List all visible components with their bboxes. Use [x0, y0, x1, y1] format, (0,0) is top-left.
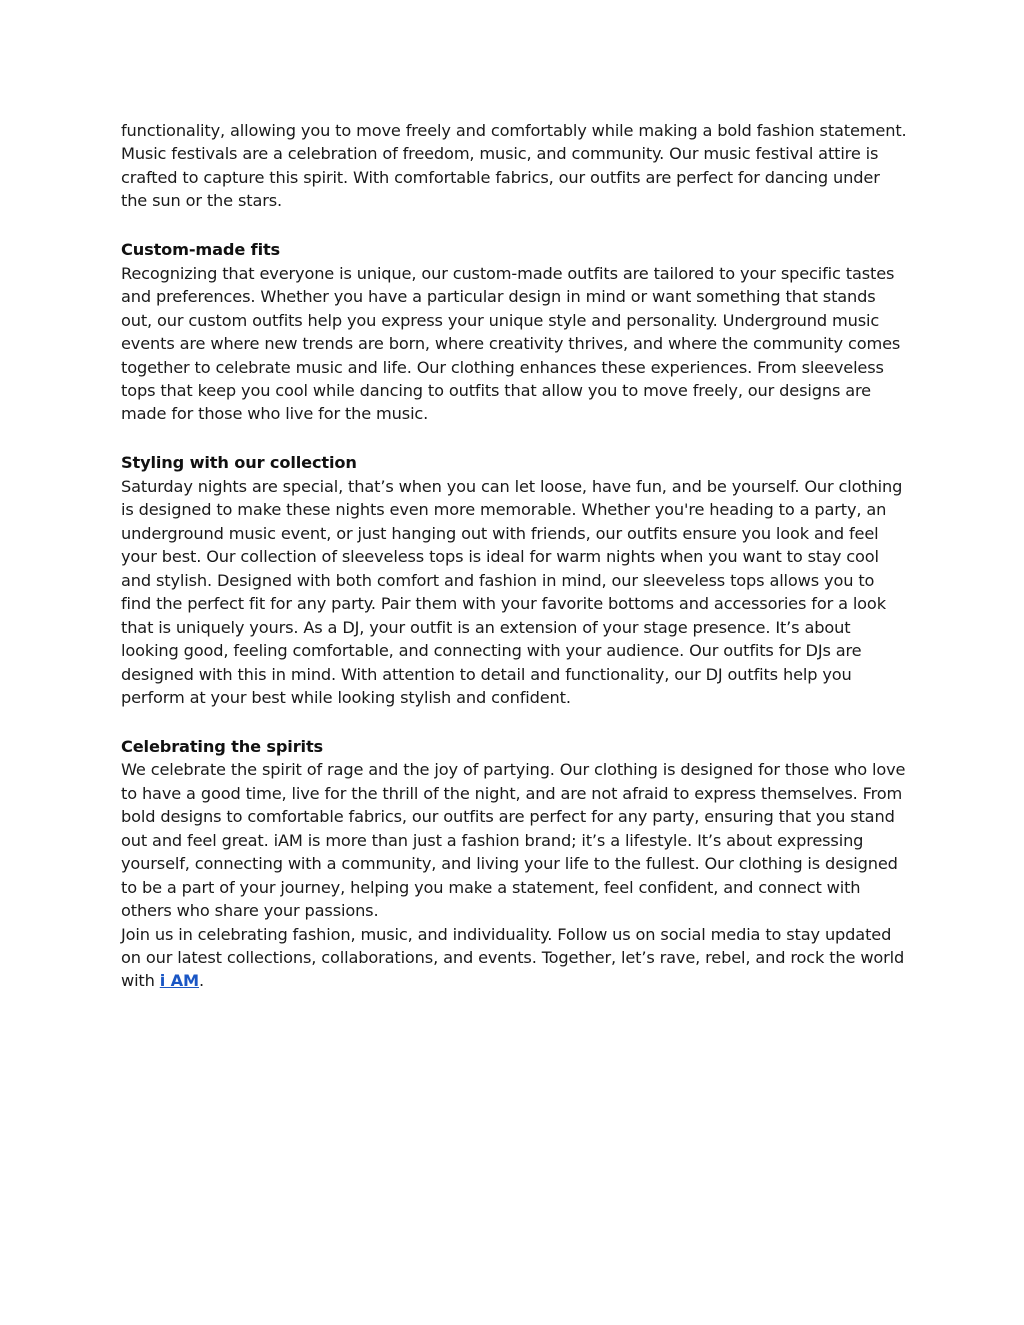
section-custom-fits: [121, 238, 907, 426]
section-heading-custom-fits: Custom-made fits: [121, 240, 281, 260]
brand-link[interactable]: i AM: [159, 971, 199, 991]
section-heading-styling: Styling with our collection: [121, 453, 357, 473]
closing-paragraph: [121, 923, 907, 993]
intro-paragraph: functionality, allowing you to move freely and comfortably while making a bold fashion statement. Music festivals are a celebration of freedom, music, and community. Our music festival attire is crafted to capture this spirit. With comfortable fabrics, our outfits are perfect for dancing under the sun or the stars.: [121, 121, 907, 211]
section-heading-celebrating: Celebrating the spirits: [121, 736, 324, 756]
section-body-celebrating: We celebrate the spirit of rage and the joy of partying. Our clothing is designed for those who love to have a good time, live for the thrill of the night, and are not afraid to express themselves. From bold designs to comfortable fabrics, our outfits are perfect for any party, ensuring that you stand out and feel great. iAM is more than just a fashion brand; it’s a lifestyle. It’s about expressing yourself, connecting with a community, and living your life to the fullest. Our clothing is designed to be a part of your journey, helping you make a statement, feel confident, and connect with others who share your passions.: [121, 760, 906, 921]
section-celebrating: [121, 735, 907, 993]
closing-text: Join us in celebrating fashion, music, and individuality. Follow us on social media to stay updated on our latest collections, collaborations, and events. Together, let’s rave, rebel, and rock the world with: [121, 924, 905, 991]
section-styling: [121, 451, 907, 709]
closing-period: .: [198, 971, 204, 991]
document-body: [121, 119, 907, 993]
section-body-styling: Saturday nights are special, that’s when you can let loose, have fun, and be yourself. Our clothing is designed to make these nights even more memorable. Whether you're heading to a party, an underground music event, or just hanging out with friends, our outfits ensure you look and feel your best. Our collection of sleeveless tops is ideal for warm nights when you want to stay cool and stylish. Designed with both comfort and fashion in mind, our sleeveless tops allows you to find the perfect fit for any party. Pair them with your favorite bottoms and accessories for a look that is uniquely yours. As a DJ, your outfit is an extension of your stage presence. It’s about looking good, feeling comfortable, and connecting with your audience. Our outfits for DJs are designed with this in mind. With attention to detail and functionality, our DJ outfits help you perform at your best while looking stylish and confident.: [121, 476, 903, 707]
section-body-custom-fits: Recognizing that everyone is unique, our custom-made outfits are tailored to your specific tastes and preferences. Whether you have a particular design in mind or want something that stands out, our custom outfits help you express your unique style and personality. Underground music events are where new trends are born, where creativity thrives, and where the community comes together to celebrate music and life. Our clothing enhances these experiences. From sleeveless tops that keep you cool while dancing to outfits that allow you to move freely, our designs are made for those who live for the music.: [121, 263, 901, 424]
